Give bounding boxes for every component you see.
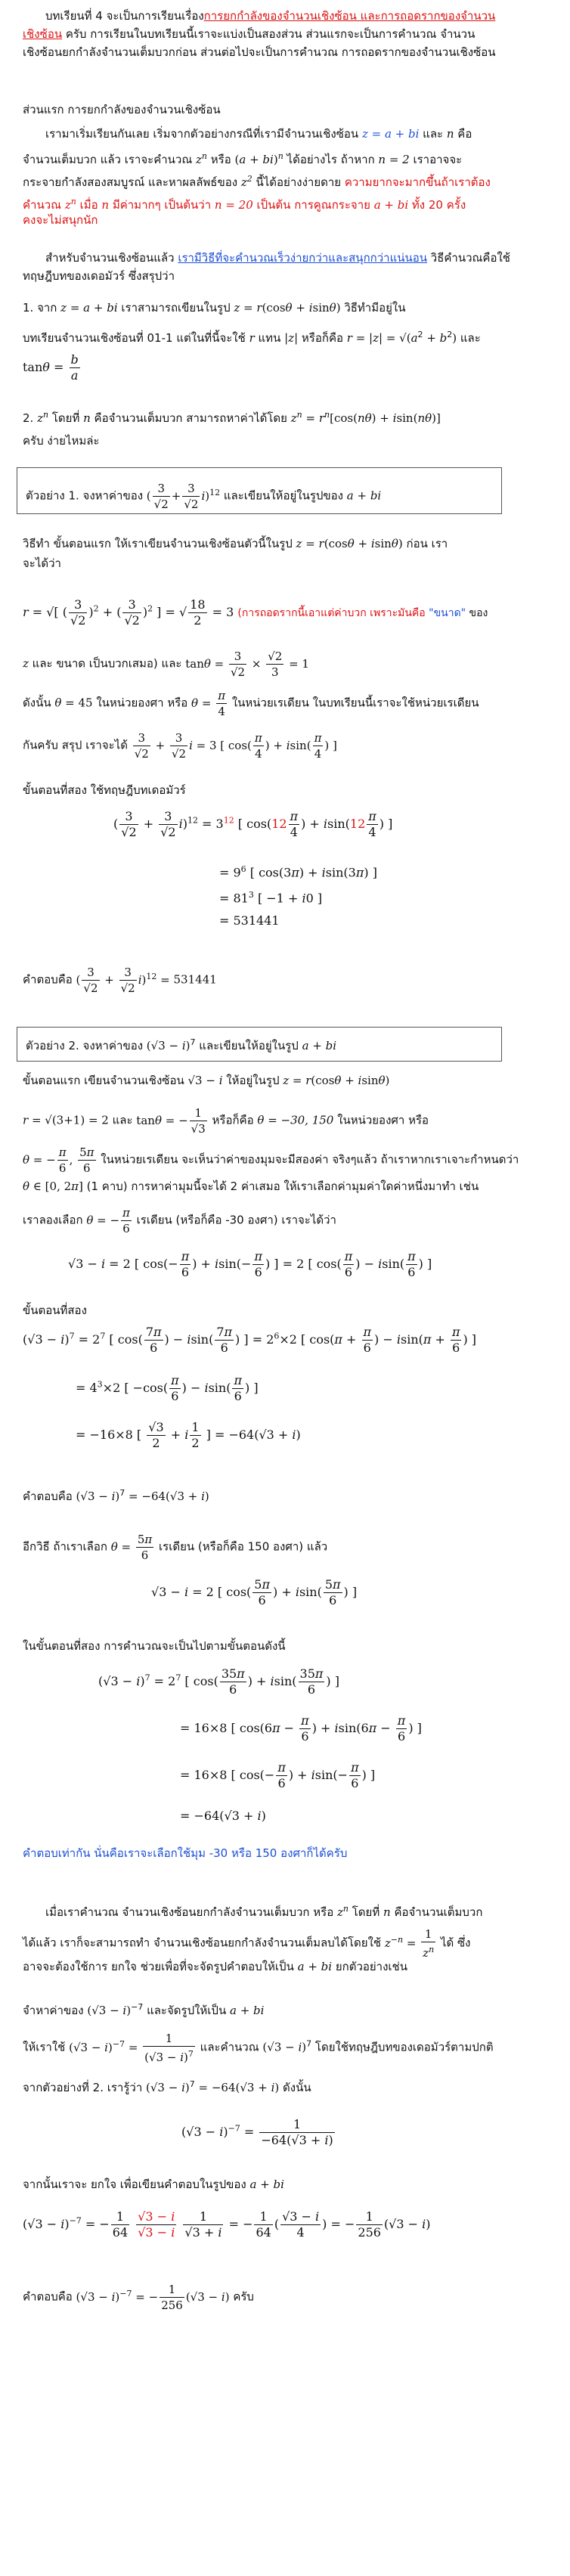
ex2-step1-line-3: θ = − $\frac{\pi}{6}$ , $\frac{5\pi}{6}$ ในหน่วยเรเดียน จะเห็นว่าค่าของมุมจะมีสองค่า จริงๆแล้ว ถ้าเราหากเราเจาะกำหนดว่า bbox=[23, 1145, 519, 1175]
part1-line-6: สำหรับจำนวนเชิงซ้อนแล้ว เรามีวิธีที่จะคำนวณเร็วง่ายกว่าและสนุกกว่าแน่นอน วิธีคำนวณคือใช้ bbox=[45, 251, 510, 265]
ex2-alt-line-3: = 16×8 [ cos(− $\frac{\pi}{6}$ ) + isin(− $\frac{\pi}{6}$ ) ] bbox=[180, 1760, 376, 1790]
neg-rationalize-eq: $(√3 - i)^{-7}$ = − $\frac{1}{64}$ $\frac{√3 - i}{√3 - i}$ $\frac{1}{√3 + i}$ = − $\frac{1}{64}$ ( $\frac{√3 - i}{4}$ ) = − $\frac{1}{256}$ (√3 − i) bbox=[23, 2209, 431, 2240]
part1-line-1: เรามาเริ่มเรียนกันเลย เริ่มจากตัวอย่างกรณีที่เรามีจำนวนเชิงซ้อน z = a + bi และ n คือ bbox=[45, 127, 472, 141]
example-2-title: ตัวอย่าง 2. จงหาค่าของ $(√3 - i)^7$ และเขียนให้อยู่ในรูป a + bi bbox=[26, 1037, 337, 1052]
rule-2-line-2: ครับ ง่ายไหมล่ะ bbox=[23, 434, 100, 448]
ex2-alt-step2-heading: ในขั้นตอนที่สอง การคำนวณจะเป็นไปตามขั้นตอนดังนี้ bbox=[23, 1639, 286, 1653]
intro-line-2: เชิงซ้อน ครับ การเรียนในบทเรียนนี้เราจะแบ่งเป็นสองส่วน ส่วนแรกจะเป็นการคำนวณ จำนวน bbox=[23, 27, 476, 41]
ex1-step1-line-1: วิธีทำ ขั้นตอนแรก ให้เราเขียนจำนวนเชิงซ้อนตัวนี้ในรูป z = r(cosθ + isinθ) ก่อน เรา bbox=[23, 537, 448, 550]
section-heading-part1: ส่วนแรก การยกกำลังของจำนวนเชิงซ้อน bbox=[23, 103, 221, 116]
ex2-polar-form: √3 − i = 2 [ cos(− $\frac{\pi}{6}$ ) + isin(− $\frac{\pi}{6}$ ) ] = 2 [ cos( $\frac{\pi}{6}$ ) − isin( $\frac{\pi}{6}$ ) ] bbox=[68, 1249, 432, 1279]
part1-line-5: คงจะไม่สนุกนัก bbox=[23, 213, 98, 227]
example-1-title: ตัวอย่าง 1. จงหาค่าของ ( $\frac{3}{√2}$ + $\frac{3}{√2}$ i)$^{12}$ และเขียนให้อยู่ในรูปของ a + bi bbox=[26, 482, 382, 511]
ex2-step1-line-2: r = √(3+1) = 2 และ tanθ = − $\frac{1}{√3}$ หรือก็คือ θ = −30, 150 ในหน่วยองศา หรือ bbox=[23, 1106, 429, 1136]
neg-reciprocal-eq: $(√3 - i)^{-7}$ = $\frac{1}{-64(√3 + i)}$ bbox=[181, 2117, 333, 2147]
ex1-demoivre-line-4: = 531441 bbox=[219, 913, 280, 928]
ex2-power-line-3: = −16×8 [ $\frac{√3}{2}$ + i $\frac{1}{2}$ ] = −64(√3 + i) bbox=[76, 1420, 301, 1450]
ex1-demoivre-line-1: ( $\frac{3}{√2}$ + $\frac{3}{√2}$ $i)^{12} = 3^{12}$ [ cos(12 $\frac{\pi}{4}$ ) + isin(12 $\frac{\pi}{4}$ ) ] bbox=[113, 809, 393, 839]
rule-2-line-1: 2. $z^n$ โดยที่ n คือจำนวนเต็มบวก สามารถหาค่าได้โดย $z^n = r^n[\cos(n\theta) + isin(n\theta)]$ bbox=[23, 410, 441, 425]
intro-line-3: เชิงซ้อนยกกำลังจำนวนเต็มบวกก่อน ส่วนต่อไปจะเป็นการคำนวณ การถอดรากของจำนวนเชิงซ้อน bbox=[23, 45, 496, 59]
ex2-note: คำตอบเท่ากัน นั่นคือเราจะเลือกใช้มุม -30 หรือ 150 องศาก็ได้ครับ bbox=[23, 1846, 348, 1860]
ex1-tan-line: z และ ขนาด เป็นบวกเสมอ) และ tanθ = $\frac{3}{√2}$ × $\frac{√2}{3}$ = 1 bbox=[23, 649, 309, 679]
ex2-step1-line-5: เราลองเลือก θ = − $\frac{\pi}{6}$ เรเดียน (หรือก็คือ -30 องศา) เราจะได้ว่า bbox=[23, 1206, 336, 1235]
ex1-answer: คำตอบคือ ( $\frac{3}{√2}$ + $\frac{3}{√2}$ i)$^{12}$ = 531441 bbox=[23, 966, 217, 995]
neg-line-3: อาจจะต้องใช้การ ยกใจ ช่วยเพื่อที่จะจัดรูปคำตอบให้เป็น a + bi ยกตัวอย่างเช่น bbox=[23, 1960, 407, 1973]
ex2-alt-line-1: $(√3 - i)^7 = 2^7$ [ cos( $\frac{35\pi}{6}$ ) + isin( $\frac{35\pi}{6}$ ) ] bbox=[98, 1666, 339, 1697]
ex2-alt-line-4: = −64(√3 + i) bbox=[180, 1809, 266, 1823]
ex2-power-line-1: $(√3 - i)^7 = 2^7$ [ cos( $\frac{7\pi}{6}$ ) − isin( $\frac{7\pi}{6}$ ) ] = $2^6\times 2$ [ cos(π + $\frac{\pi}{6}$ ) − isin(π + $\frac{\pi}{6}$ ) ] bbox=[23, 1325, 477, 1355]
ex2-power-line-2: = $4^3\times 2$ [ −cos( $\frac{\pi}{6}$ ) − isin( $\frac{\pi}{6}$ ) ] bbox=[76, 1373, 259, 1403]
ex2-answer: คำตอบคือ $(√3 - i)^7 = -64(√3 + i)$ bbox=[23, 1488, 209, 1503]
ex1-step1-line-2: จะได้ว่า bbox=[23, 556, 61, 570]
ex1-theta-line: ดังนั้น θ = 45 ในหน่วยองศา หรือ θ = $\frac{\pi}{4}$ ในหน่วยเรเดียน ในบทเรียนนี้เราจะใช้หน่วยเรเดียน bbox=[23, 689, 479, 718]
part1-line-3: กระจายกำลังสองสมบูรณ์ และหาผลลัพธ์ของ $z^2$ นี้ได้อย่างง่ายดาย ความยากจะมากขึ้นถ้าเราต้อง bbox=[23, 174, 491, 189]
ex2-step1-line-4: θ ∈ [0, 2π] (1 คาบ) การหาค่ามุมนี้จะได้ 2 ค่าเสมอ ให้เราเลือกค่ามุมค่าใดค่าหนึ่งมาทำ เช่น bbox=[23, 1180, 479, 1193]
neg-answer: คำตอบคือ $(√3 - i)^{-7}$ = − $\frac{1}{256}$ (√3 − i) ครับ bbox=[23, 2283, 254, 2312]
ex2-step2-heading: ขั้นตอนที่สอง bbox=[23, 1303, 87, 1317]
neg-q-line-4: จากนั้นเราจะ ยกใจ เพื่อเขียนคำตอบในรูปของ a + bi bbox=[23, 2178, 284, 2191]
rule-1-line-1: 1. จาก z = a + bi เราสามารถเขียนในรูป z = r(cosθ + isinθ) วิธีทำมีอยู่ใน bbox=[23, 301, 406, 315]
ex1-demoivre-line-2: = $9^6$ [ cos(3π) + isin(3π) ] bbox=[219, 864, 377, 880]
neg-line-2: ได้แล้ว เราก็จะสามารถทำ จำนวนเชิงซ้อนยกกำลังจำนวนเต็มลบได้โดยใช้ $z^{-n}$ = $\frac{1}{z^n}$ ได้ ซึ่ง bbox=[23, 1927, 471, 1960]
ex1-summary-line: กันครับ สรุป เราจะได้ $\frac{3}{√2}$ + $\frac{3}{√2}$ i = 3 [ cos( $\frac{\pi}{4}$ ) + isin( $\frac{\pi}{4}$ ) ] bbox=[23, 731, 337, 761]
ex2-alt-polar-form: √3 − i = 2 [ cos( $\frac{5\pi}{6}$ ) + isin( $\frac{5\pi}{6}$ ) ] bbox=[151, 1577, 358, 1607]
neg-q-line-1: จำหาค่าของ $(√3 - i)^{-7}$ และจัดรูปให้เป็น a + bi bbox=[23, 2002, 265, 2017]
ex2-alt-line: อีกวิธี ถ้าเราเลือก θ = $\frac{5\pi}{6}$ เรเดียน (หรือก็คือ 150 องศา) แล้ว bbox=[23, 1533, 328, 1562]
neg-q-line-3: จากตัวอย่างที่ 2. เรารู้ว่า $(√3 - i)^7 = -64(√3 + i)$ ดังนั้น bbox=[23, 2079, 311, 2094]
ex2-step1-line-1: ขั้นตอนแรก เขียนจำนวนเชิงซ้อน √3 − i ให้อยู่ในรูป z = r(cosθ + isinθ) bbox=[23, 1074, 390, 1087]
neg-line-1: เมื่อเราคำนวณ จำนวนเชิงซ้อนยกกำลังจำนวนเต็มบวก หรือ $z^n$ โดยที่ n คือจำนวนเต็มบวก bbox=[45, 1904, 483, 1919]
part1-line-4: คำนวณ $z^n$ เมื่อ n มีค่ามากๆ เป็นต้นว่า n = 20 เป็นต้น การคูณกระจาย a + bi ทั้ง 20 ครั้ง bbox=[23, 197, 466, 212]
ex2-alt-line-2: = 16×8 [ cos(6π − $\frac{\pi}{6}$ ) + isin(6π − $\frac{\pi}{6}$ ) ] bbox=[180, 1713, 422, 1744]
rule-1-line-2: บทเรียนจำนวนเชิงซ้อนที่ 01-1 แต่ในที่นี้จะใช้ r แทน |z| หรือก็คือ $r = |z| = √(a^2 + b^2)$ และ bbox=[23, 330, 481, 345]
intro-line-1: บทเรียนที่ 4 จะเป็นการเรียนเรื่องการยกกำลังของจำนวนเชิงซ้อน และการถอดรากของจำนวน bbox=[45, 9, 496, 23]
ex1-modulus-equation: r = √[ ( $\frac{3}{√2}$ )$^2$ + ( $\frac{3}{√2}$ )$^2$ ] = √ $\frac{18}{2}$ = 3 (การถอดรากนี้เอาแต่ค่าบวก เพราะมันคือ "ขนาด" ของ bbox=[23, 597, 488, 628]
neg-q-line-2: ให้เราใช้ $(√3 - i)^{-7}$ = $\frac{1}{(√3 - i)^7}$ และคำนวณ $(√3 - i)^7$ โดยใช้ทฤษฎีบทของเดอมัวร์ตามปกติ bbox=[23, 2032, 494, 2064]
part1-line-2: จำนวนเต็มบวก แล้ว เราจะคำนวณ $z^n$ หรือ (a + bi)$^n$ ได้อย่างไร ถ้าหาก n = 2 เราอาจจะ bbox=[23, 151, 463, 166]
part1-line-7: ทฤษฎีบทของเดอมัวร์ ซึ่งสรุปว่า bbox=[23, 269, 175, 283]
ex1-demoivre-line-3: = $81^3$ [ −1 + i0 ] bbox=[219, 890, 323, 906]
ex1-step2-heading: ขั้นตอนที่สอง ใช้ทฤษฎีบทเดอมัวร์ bbox=[23, 783, 186, 797]
tan-theta-formula: tanθ = $\frac{b}{a}$ bbox=[23, 352, 79, 383]
